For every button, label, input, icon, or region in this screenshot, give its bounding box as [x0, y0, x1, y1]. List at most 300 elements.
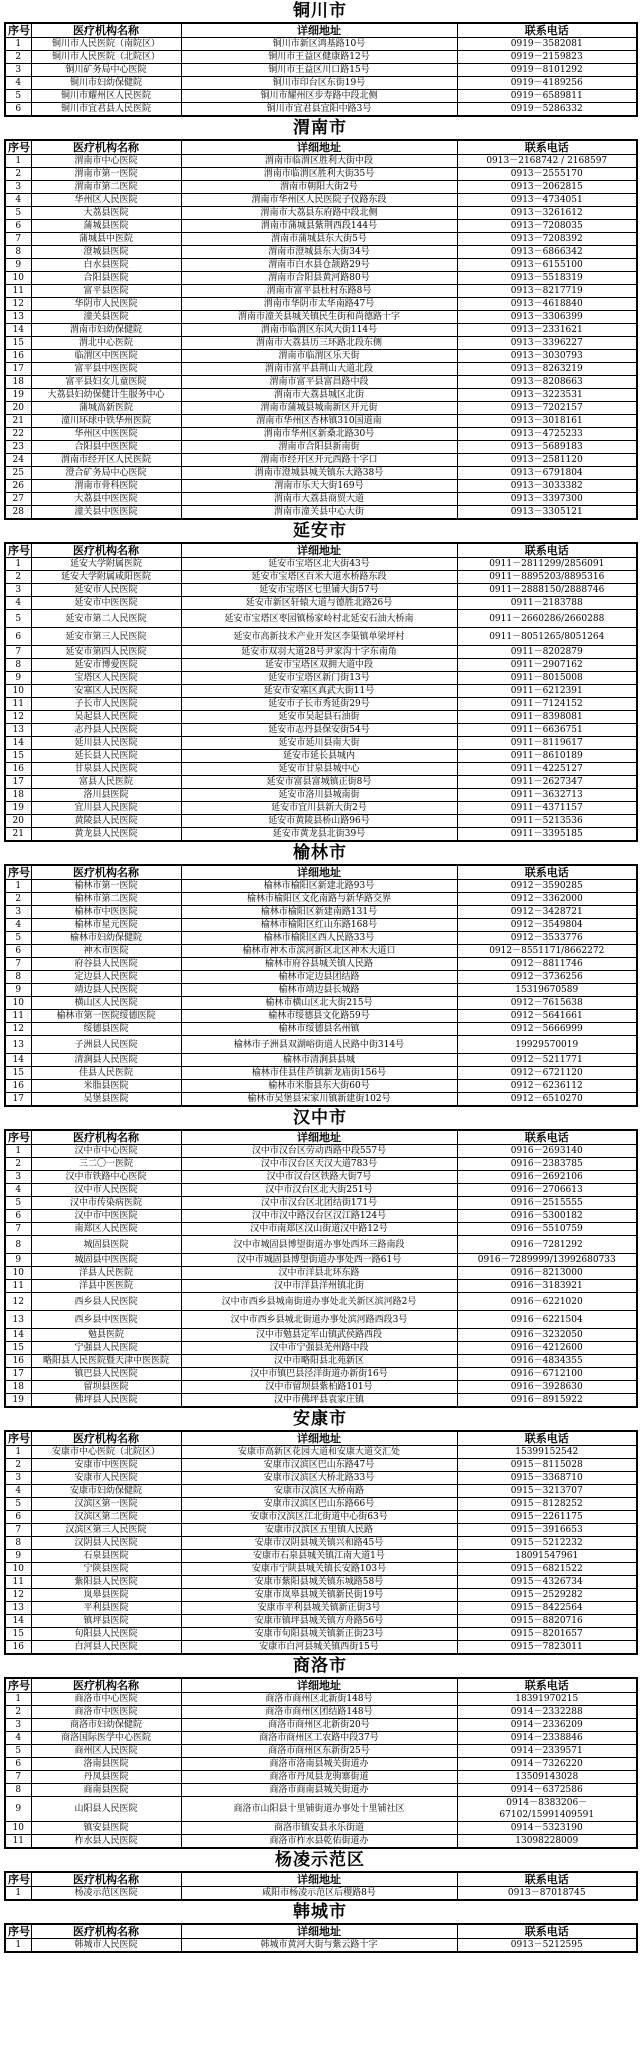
address: 延安市宝塔区北大街43号 [181, 558, 457, 571]
table-row [5, 1758, 637, 1771]
hospital-name: 富县人民医院 [31, 776, 181, 789]
phone: 0913－3261612 [457, 207, 637, 220]
address: 延安市宝塔区七里铺大街57号 [181, 584, 457, 597]
hospital-name: 铜川市妇幼保健院 [31, 77, 181, 90]
phone: 0919－3582081 [457, 38, 637, 51]
hospital-name: 延安市博爱医院 [31, 659, 181, 672]
address: 安康市石泉县城关镇江南大道1号 [181, 1550, 457, 1563]
table-row [5, 389, 637, 402]
hospital-name: 留坝县医院 [31, 1381, 181, 1394]
table-row [5, 1368, 637, 1381]
row-number: 4 [5, 597, 31, 610]
hospital-name: 黄龙县人民医院 [31, 828, 181, 842]
address: 榆林市定边县团结路 [181, 971, 457, 984]
document [4, 0, 636, 1953]
column-header: 联系电话 [457, 23, 637, 38]
table-row [5, 628, 637, 646]
address: 商洛市山阳县十里铺街道办事处十里铺社区 [181, 1797, 457, 1822]
phone: 15399152542 [457, 1446, 637, 1459]
address: 延安市洛川县城南街 [181, 789, 457, 802]
row-number: 10 [5, 685, 31, 698]
row-number: 5 [5, 932, 31, 945]
hospital-name: 渭南市骨科医院 [31, 480, 181, 493]
address: 延安市双羽大道28号尹家沟十字东南角 [181, 646, 457, 659]
address: 汉中市汉中路汉台区汉江路124号 [181, 1210, 457, 1223]
row-number: 28 [5, 506, 31, 520]
phone: 0913－8208663 [457, 376, 637, 389]
hospital-name: 甘泉县人民医院 [31, 763, 181, 776]
table-row [5, 1210, 637, 1223]
phone: 0919－6589811 [457, 90, 637, 103]
address: 汉中市宁强县羌州路中段 [181, 1342, 457, 1355]
address: 延安市志丹县保安街54号 [181, 724, 457, 737]
row-number: 14 [5, 1615, 31, 1628]
hospital-name: 大荔县妇幼保健计生服务中心 [31, 389, 181, 402]
column-header: 联系电话 [457, 1431, 637, 1446]
phone: 0913－3396227 [457, 337, 637, 350]
row-number: 11 [5, 1280, 31, 1293]
table-row [5, 646, 637, 659]
row-number: 10 [5, 272, 31, 285]
address: 汉中市略阳县北苑新区 [181, 1355, 457, 1368]
hospital-name: 华州区中医医院 [31, 428, 181, 441]
table-row [5, 506, 637, 520]
hospital-name: 三二〇一医院 [31, 1158, 181, 1171]
address: 汉中市西乡县城北街道办事处滨河路西段3号 [181, 1311, 457, 1329]
column-header: 医疗机构名称 [31, 23, 181, 38]
row-number: 4 [5, 194, 31, 207]
address: 渭南市澄城县城关镇东大路38号 [181, 467, 457, 480]
table-row [5, 1550, 637, 1563]
hospital-name: 铜川市人民医院（北院区） [31, 51, 181, 64]
row-number: 1 [5, 1693, 31, 1706]
table-row [5, 90, 637, 103]
address: 安康市平利县城关镇新正街3号 [181, 1602, 457, 1615]
hospital-name: 汉中市铁路中心医院 [31, 1171, 181, 1184]
table-row [5, 1511, 637, 1524]
address: 安康市汉滨区巴山东路66号 [181, 1498, 457, 1511]
table-row [5, 38, 637, 51]
hospital-name: 合阳县医院 [31, 272, 181, 285]
column-header: 序号 [5, 23, 31, 38]
row-number: 8 [5, 1537, 31, 1550]
hospital-name: 洋县中医医院 [31, 1280, 181, 1293]
row-number: 11 [5, 1835, 31, 1849]
column-header: 详细地址 [181, 1924, 457, 1939]
hospital-name: 旬阳县人民医院 [31, 1628, 181, 1641]
hospital-name: 汉滨区第二医院 [31, 1511, 181, 1524]
address: 榆林市靖边县长城路 [181, 984, 457, 997]
phone: 15319670589 [457, 984, 637, 997]
table-row [5, 958, 637, 971]
row-number: 7 [5, 1771, 31, 1784]
address: 铜川市王益区健康路12号 [181, 51, 457, 64]
address: 渭南市合阳县黄河路80号 [181, 272, 457, 285]
address: 铜川市宜君县宜阳中路3号 [181, 103, 457, 117]
row-number: 16 [5, 1080, 31, 1093]
hospital-name: 汉滨区第一医院 [31, 1498, 181, 1511]
row-number: 11 [5, 1576, 31, 1589]
address: 榆林市绥德县名州镇 [181, 1023, 457, 1036]
hospital-name: 安康市中心医院（北院区） [31, 1446, 181, 1459]
row-number: 18 [5, 1381, 31, 1394]
hospital-name: 潼关县中医医院 [31, 506, 181, 520]
table-row [5, 324, 637, 337]
phone: 0914－2339571 [457, 1745, 637, 1758]
hospital-name: 榆林市中医医院 [31, 906, 181, 919]
phone: 0911－8398081 [457, 711, 637, 724]
row-number: 17 [5, 776, 31, 789]
address: 汉中市汉台区劳动西路中段557号 [181, 1145, 457, 1158]
phone: 0916－3183921 [457, 1280, 637, 1293]
phone: 0911－8051265/8051264 [457, 628, 637, 646]
column-header: 序号 [5, 1924, 31, 1939]
row-number: 3 [5, 181, 31, 194]
row-number: 22 [5, 428, 31, 441]
row-number: 4 [5, 919, 31, 932]
hospital-name: 渭南市妇幼保健院 [31, 324, 181, 337]
header-row [5, 1872, 637, 1887]
table-row [5, 1939, 637, 1953]
address: 渭南市大荔县历三环路北段东侧 [181, 337, 457, 350]
phone: 0915－2261175 [457, 1511, 637, 1524]
table-row [5, 880, 637, 893]
city-heading: 韩城市 [293, 1902, 347, 1922]
hospital-name: 安康市妇幼保健院 [31, 1485, 181, 1498]
row-number: 5 [5, 1197, 31, 1210]
hospital-name: 商州区人民医院 [31, 1745, 181, 1758]
address: 渭南市临渭区胜利大街35号 [181, 168, 457, 181]
phone: 0913－5689183 [457, 441, 637, 454]
address: 延安市黄龙县北街39号 [181, 828, 457, 842]
hospital-name: 渭南市中心医院 [31, 155, 181, 168]
hospital-name: 山阳县人民医院 [31, 1797, 181, 1822]
address: 渭南市临渭区乐天街 [181, 350, 457, 363]
row-number: 6 [5, 103, 31, 117]
row-number: 17 [5, 1368, 31, 1381]
row-number: 6 [5, 1511, 31, 1524]
address: 商洛市洛南县城关街道办 [181, 1758, 457, 1771]
row-number: 13 [5, 724, 31, 737]
hospital-name: 柞水县人民医院 [31, 1835, 181, 1849]
phone: 0912－6510270 [457, 1093, 637, 1107]
hospital-name: 城固县医院 [31, 1236, 181, 1254]
hospital-name: 勉县医院 [31, 1329, 181, 1342]
row-number: 2 [5, 893, 31, 906]
phone: 0913－87018745 [457, 1887, 637, 1901]
table-row [5, 1498, 637, 1511]
hospital-name: 镇巴县人民医院 [31, 1368, 181, 1381]
phone: 0916－7281292 [457, 1236, 637, 1254]
address: 渭南市华州区人民医院子仪路东段 [181, 194, 457, 207]
row-number: 10 [5, 1822, 31, 1835]
row-number: 23 [5, 441, 31, 454]
phone: 0916－4212600 [457, 1342, 637, 1355]
address: 安康市汉滨区巴山东路47号 [181, 1459, 457, 1472]
phone: 0912－3736256 [457, 971, 637, 984]
address: 渭南市华州区杏林镇310国道南 [181, 415, 457, 428]
phone: 0911－8895203/8895316 [457, 571, 637, 584]
table-row [5, 1184, 637, 1197]
hospital-name: 渭南市第一医院 [31, 168, 181, 181]
row-number: 5 [5, 207, 31, 220]
row-number: 20 [5, 815, 31, 828]
address: 延安市子长市秀延街29号 [181, 698, 457, 711]
address: 商洛市商南县城关街道办 [181, 1784, 457, 1797]
table-row [5, 298, 637, 311]
row-number: 9 [5, 984, 31, 997]
hospital-name: 澄城县医院 [31, 246, 181, 259]
address: 延安市延川县南大街 [181, 737, 457, 750]
table-row [5, 1771, 637, 1784]
header-row [5, 543, 637, 558]
table-row [5, 1822, 637, 1835]
hospital-name: 蒲城高新医院 [31, 402, 181, 415]
column-header: 医疗机构名称 [31, 865, 181, 880]
hospital-name: 商南县医院 [31, 1784, 181, 1797]
hospital-name: 榆林市第一医院 [31, 880, 181, 893]
address: 汉中市留坝县紫柏路101号 [181, 1381, 457, 1394]
hospital-name: 汉阴县人民医院 [31, 1537, 181, 1550]
table-row [5, 363, 637, 376]
hospital-name: 铜川市人民医院（南院区） [31, 38, 181, 51]
table-row [5, 1067, 637, 1080]
hospital-name: 绥德县医院 [31, 1023, 181, 1036]
address: 安康市紫阳县城关镇东城路58号 [181, 1576, 457, 1589]
phone: 0913－3397300 [457, 493, 637, 506]
table-row [5, 1036, 637, 1054]
header-row [5, 1431, 637, 1446]
address: 延安市宝塔区新门街13号 [181, 672, 457, 685]
row-number: 6 [5, 945, 31, 958]
address: 延安市黄陵县桥山路96号 [181, 815, 457, 828]
column-header: 联系电话 [457, 1924, 637, 1939]
phone: 0913－2555170 [457, 168, 637, 181]
city-heading: 渭南市 [293, 118, 347, 138]
hospital-name: 府谷县人民医院 [31, 958, 181, 971]
address: 渭南市澄城县东大街34号 [181, 246, 457, 259]
hospital-name: 镇安县医院 [31, 1822, 181, 1835]
column-header: 医疗机构名称 [31, 1872, 181, 1887]
phone: 0916－8213000 [457, 1267, 637, 1280]
hospital-name: 延安市第二人民医院 [31, 610, 181, 628]
hospital-name: 潼关县医院 [31, 311, 181, 324]
row-number: 6 [5, 1758, 31, 1771]
hospital-name: 延长县人民医院 [31, 750, 181, 763]
table-row [5, 945, 637, 958]
hospital-name: 宁强县人民医院 [31, 1342, 181, 1355]
address: 安康市汉阴县城关镇兴和路45号 [181, 1537, 457, 1550]
phone: 0911－4225127 [457, 763, 637, 776]
hospital-table [4, 864, 638, 1107]
phone: 0913－5518319 [457, 272, 637, 285]
city-heading: 商洛市 [293, 1656, 347, 1676]
address: 延安市宝塔区枣园镇杨家岭村北延安石油大桥南 [181, 610, 457, 628]
table-row [5, 1784, 637, 1797]
table-row [5, 1719, 637, 1732]
address: 商洛市商州区工农路中段37号 [181, 1732, 457, 1745]
phone: 0911－6636751 [457, 724, 637, 737]
phone: 0913－6866342 [457, 246, 637, 259]
table-row [5, 467, 637, 480]
phone: 0913－7208392 [457, 233, 637, 246]
table-row [5, 350, 637, 363]
hospital-name: 渭南市第二医院 [31, 181, 181, 194]
row-number: 16 [5, 1355, 31, 1368]
hospital-name: 榆林市妇幼保健院 [31, 932, 181, 945]
phone: 0913－8263219 [457, 363, 637, 376]
row-number: 12 [5, 711, 31, 724]
row-number: 13 [5, 1036, 31, 1054]
table-row [5, 1589, 637, 1602]
phone: 18391970215 [457, 1693, 637, 1706]
phone: 0916－2383785 [457, 1158, 637, 1171]
hospital-table [4, 1430, 638, 1655]
phone: 0911－3395185 [457, 828, 637, 842]
row-number: 21 [5, 828, 31, 842]
hospital-name: 蒲城县中医院 [31, 233, 181, 246]
address: 咸阳市杨凌示范区后稷路8号 [181, 1887, 457, 1901]
table-row [5, 155, 637, 168]
table-row [5, 1732, 637, 1745]
hospital-table [4, 542, 638, 842]
phone: 0911－8610189 [457, 750, 637, 763]
table-row [5, 571, 637, 584]
phone: 0916－2693140 [457, 1145, 637, 1158]
table-row [5, 1223, 637, 1236]
table-row [5, 1563, 637, 1576]
column-header: 联系电话 [457, 1678, 637, 1693]
city-heading: 延安市 [293, 521, 347, 541]
row-number: 3 [5, 1719, 31, 1732]
column-header: 序号 [5, 1678, 31, 1693]
row-number: 2 [5, 571, 31, 584]
address: 渭南市富平县荆山大道北段 [181, 363, 457, 376]
phone: 0915－8422564 [457, 1602, 637, 1615]
row-number: 7 [5, 958, 31, 971]
table-row [5, 428, 637, 441]
phone: 0911－3632713 [457, 789, 637, 802]
column-header: 详细地址 [181, 1431, 457, 1446]
hospital-name: 富平县医院 [31, 285, 181, 298]
hospital-name: 紫阳县人民医院 [31, 1576, 181, 1589]
hospital-name: 渭南市经开区人民医院 [31, 454, 181, 467]
address: 延安市高新技术产业开发区李渠镇单梁坪村 [181, 628, 457, 646]
phone: 0913－4734051 [457, 194, 637, 207]
phone: 0916－2515555 [457, 1197, 637, 1210]
hospital-name: 洛南县医院 [31, 1758, 181, 1771]
table-row [5, 285, 637, 298]
column-header: 医疗机构名称 [31, 1130, 181, 1145]
phone: 0911－4371157 [457, 802, 637, 815]
column-header: 详细地址 [181, 543, 457, 558]
phone: 0913－7208035 [457, 220, 637, 233]
phone: 0916－2706613 [457, 1184, 637, 1197]
address: 商洛市商州区北新街20号 [181, 1719, 457, 1732]
phone: 0911－2811299/2856091 [457, 558, 637, 571]
address: 延安市宜川县新大街2号 [181, 802, 457, 815]
column-header: 联系电话 [457, 865, 637, 880]
row-number: 14 [5, 1054, 31, 1067]
address: 汉中市洋县洋州镇北街 [181, 1280, 457, 1293]
hospital-name: 洋县人民医院 [31, 1267, 181, 1280]
row-number: 4 [5, 77, 31, 90]
address: 汉中市镇巴县泾洋街道办新街16号 [181, 1368, 457, 1381]
row-number: 16 [5, 763, 31, 776]
hospital-name: 汉滨区第三人民医院 [31, 1524, 181, 1537]
address: 渭南市大荔县东府路中段北侧 [181, 207, 457, 220]
address: 渭南市富平县杜村东路8号 [181, 285, 457, 298]
phone: 0911－2660286/2660288 [457, 610, 637, 628]
column-header: 医疗机构名称 [31, 140, 181, 155]
table-row [5, 610, 637, 628]
row-number: 1 [5, 1887, 31, 1901]
row-number: 1 [5, 1939, 31, 1953]
address: 延安市安塞区真武大街11号 [181, 685, 457, 698]
table-row [5, 77, 637, 90]
table-row [5, 1394, 637, 1408]
table-row [5, 711, 637, 724]
address: 商洛市商州区东新街25号 [181, 1745, 457, 1758]
hospital-name: 岚皋县医院 [31, 1589, 181, 1602]
phone: 0915－8820716 [457, 1615, 637, 1628]
table-row [5, 51, 637, 64]
row-number: 12 [5, 1293, 31, 1311]
row-number: 14 [5, 1329, 31, 1342]
table-row [5, 1537, 637, 1550]
address: 延安市宝塔区百米大道水桥路东段 [181, 571, 457, 584]
address: 渭南市大荔县商贸大道 [181, 493, 457, 506]
hospital-name: 榆林市第一医院绥德医院 [31, 1010, 181, 1023]
phone: 13509143028 [457, 1771, 637, 1784]
hospital-name: 榆林市星元医院 [31, 919, 181, 932]
phone: 0912－3549804 [457, 919, 637, 932]
hospital-name: 汉中市中心医院 [31, 1145, 181, 1158]
row-number: 18 [5, 789, 31, 802]
address: 榆林市榆阳区文化南路与新华路交界 [181, 893, 457, 906]
address: 汉中市勉县定军山镇武侯路西段 [181, 1329, 457, 1342]
table-row [5, 971, 637, 984]
phone: 0912－6721120 [457, 1067, 637, 1080]
column-header: 序号 [5, 140, 31, 155]
column-header: 医疗机构名称 [31, 543, 181, 558]
hospital-name: 延安市中医医院 [31, 597, 181, 610]
address: 铜川市新区鸿基路10号 [181, 38, 457, 51]
table-row [5, 802, 637, 815]
table-row [5, 441, 637, 454]
address: 渭南市蒲城县东大街5号 [181, 233, 457, 246]
table-row [5, 1311, 637, 1329]
phone: 0912－3590285 [457, 880, 637, 893]
row-number: 1 [5, 880, 31, 893]
phone: 0915－8115028 [457, 1459, 637, 1472]
row-number: 6 [5, 628, 31, 646]
phone: 0912－8551171/8662272 [457, 945, 637, 958]
table-row [5, 1745, 637, 1758]
hospital-table [4, 22, 638, 117]
row-number: 4 [5, 1184, 31, 1197]
table-row [5, 1236, 637, 1254]
phone: 0915－6821522 [457, 1563, 637, 1576]
table-row [5, 997, 637, 1010]
row-number: 1 [5, 38, 31, 51]
row-number: 3 [5, 584, 31, 597]
table-row [5, 1835, 637, 1849]
phone: 0914－8383206－67102/15991409591 [457, 1797, 637, 1822]
hospital-table [4, 1677, 638, 1849]
phone: 0912－3533776 [457, 932, 637, 945]
row-number: 3 [5, 1171, 31, 1184]
